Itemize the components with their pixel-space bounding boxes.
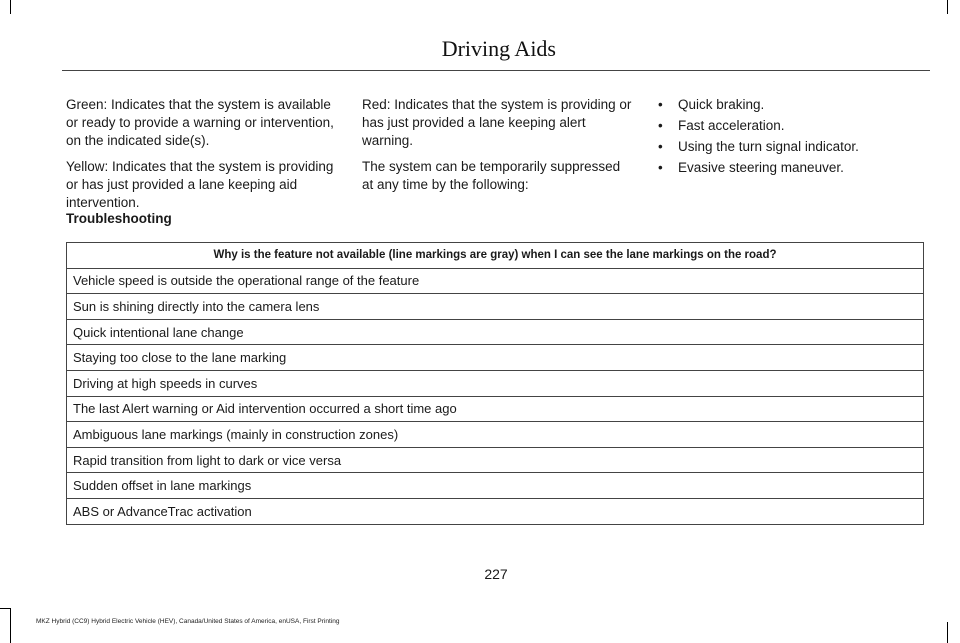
list-item: • Using the turn signal indicator. xyxy=(658,138,930,156)
table-row xyxy=(67,268,924,294)
table-cell: Ambiguous lane markings (mainly in construction zones) xyxy=(67,422,924,448)
table-row xyxy=(67,396,924,422)
table-cell: Staying too close to the lane marking xyxy=(67,345,924,371)
crop-mark-bottom-right-v xyxy=(947,622,948,643)
table-row xyxy=(67,447,924,473)
paragraph-yellow: Yellow: Indicates that the system is providing or has just provided a lane keeping aid intervention. xyxy=(66,159,334,210)
table-cell: Vehicle speed is outside the operational range of the feature xyxy=(67,268,924,294)
table-row xyxy=(67,345,924,371)
crop-mark-bottom-left-h xyxy=(0,608,11,609)
table-cell: ABS or AdvanceTrac activation xyxy=(67,498,924,524)
table-header-row xyxy=(67,243,924,269)
edition-footer: MKZ Hybrid (CC9) Hybrid Electric Vehicle (HEV), Canada/United States of America, enUSA, First Printing xyxy=(36,618,340,625)
crop-mark-top-right xyxy=(947,0,948,14)
suppression-list xyxy=(658,96,930,177)
list-item: • Quick braking. xyxy=(658,96,930,114)
list-item: • Fast acceleration. xyxy=(658,117,930,135)
table-row xyxy=(67,473,924,499)
table-header-cell: Why is the feature not available (line markings are gray) when I can see the lane markings on the road? xyxy=(67,243,924,269)
table-row xyxy=(67,498,924,524)
table-row xyxy=(67,294,924,320)
table-cell: Rapid transition from light to dark or vice versa xyxy=(67,447,924,473)
paragraph-green: Green: Indicates that the system is available or ready to provide a warning or intervention, on the indicated side(s). xyxy=(66,97,334,148)
table-cell: Driving at high speeds in curves xyxy=(67,370,924,396)
table-row xyxy=(67,370,924,396)
troubleshooting-table xyxy=(66,242,924,525)
crop-mark-top-left xyxy=(10,0,11,14)
table-cell: The last Alert warning or Aid intervention occurred a short time ago xyxy=(67,396,924,422)
header-divider xyxy=(62,70,930,71)
table-row xyxy=(67,422,924,448)
list-item: • Evasive steering maneuver. xyxy=(658,159,930,177)
text-column-1 xyxy=(66,96,338,220)
table-row xyxy=(67,319,924,345)
page-number: 227 xyxy=(484,566,508,582)
table-cell: Sudden offset in lane markings xyxy=(67,473,924,499)
table-cell: Sun is shining directly into the camera lens xyxy=(67,294,924,320)
page-title: Driving Aids xyxy=(441,36,556,61)
text-column-3 xyxy=(658,96,930,180)
paragraph-red: Red: Indicates that the system is providing or has just provided a lane keeping alert warning. xyxy=(362,97,632,148)
text-column-2 xyxy=(362,96,634,202)
paragraph-suppressed: The system can be temporarily suppressed at any time by the following: xyxy=(362,159,621,192)
section-heading-troubleshooting: Troubleshooting xyxy=(66,211,172,226)
table-cell: Quick intentional lane change xyxy=(67,319,924,345)
crop-mark-bottom-left-v xyxy=(10,608,11,643)
